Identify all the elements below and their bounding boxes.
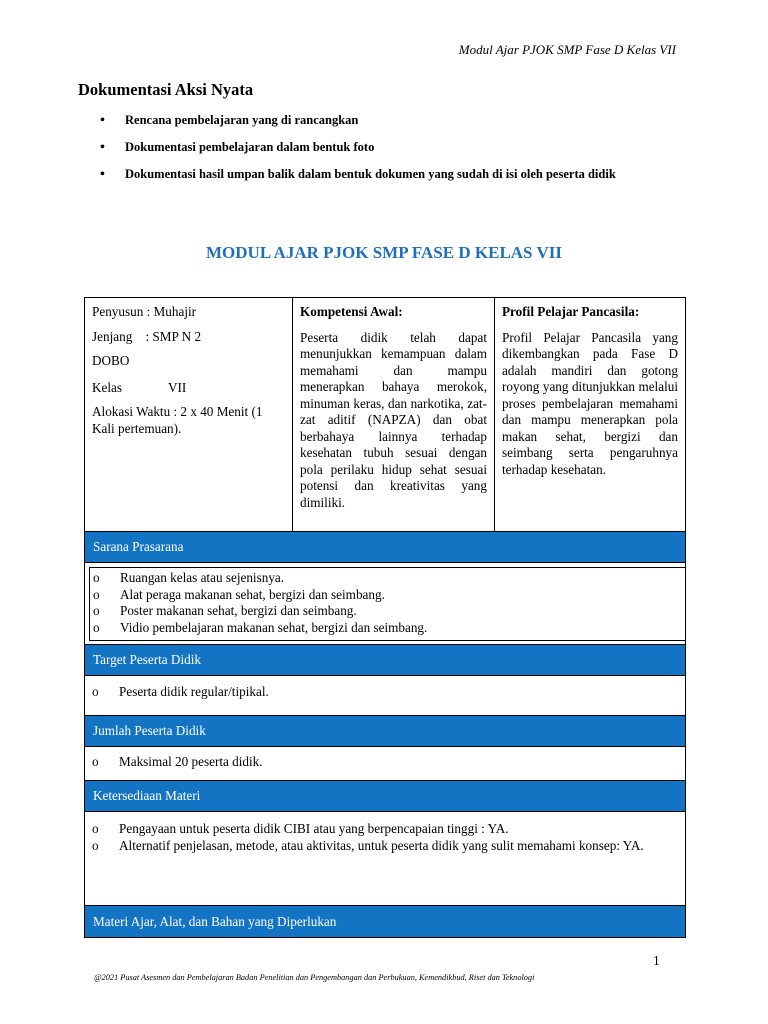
bullet-icon: • bbox=[100, 140, 105, 155]
bullet-icon: • bbox=[100, 113, 105, 128]
profil-heading: Profil Pelajar Pancasila: bbox=[502, 304, 640, 319]
running-header: Modul Ajar PJOK SMP Fase D Kelas VII bbox=[458, 42, 676, 57]
list-item: o Pengayaan untuk peserta didik CIBI atau yang berpencapaian tinggi : YA. bbox=[92, 821, 509, 836]
kelas-row bbox=[92, 380, 285, 397]
section-heading: Dokumentasi Aksi Nyata bbox=[78, 80, 254, 99]
target-content bbox=[85, 676, 685, 716]
identity-cell bbox=[85, 298, 293, 531]
kompetensi-heading: Kompetensi Awal: bbox=[300, 304, 403, 319]
module-title: MODUL AJAR PJOK SMP FASE D KELAS VII bbox=[206, 243, 562, 262]
bullet-icon: • bbox=[100, 167, 105, 182]
jumlah-band: Jumlah Peserta Didik bbox=[85, 716, 685, 747]
list-item: • Dokumentasi pembelajaran dalam bentuk foto bbox=[100, 140, 375, 155]
jumlah-content bbox=[85, 747, 685, 781]
sarana-band: Sarana Prasarana bbox=[85, 532, 685, 563]
materi-band: Materi Ajar, Alat, dan Bahan yang Diperlukan bbox=[85, 906, 685, 937]
documentation-list bbox=[100, 113, 616, 194]
sarana-inner-box bbox=[89, 567, 685, 641]
school-text: DOBO bbox=[92, 353, 130, 368]
list-item: • Dokumentasi hasil umpan balik dalam bentuk dokumen yang sudah di isi oleh peserta didik bbox=[100, 167, 616, 182]
jenjang-text: Jenjang : SMP N 2 bbox=[92, 328, 202, 344]
list-item: o Maksimal 20 peserta didik. bbox=[92, 754, 263, 769]
page-number: 1 bbox=[653, 953, 660, 968]
alokasi-text: Alokasi Waktu : 2 x 40 Menit (1 Kali pertemuan). bbox=[92, 404, 263, 436]
list-item: • Rencana pembelajaran yang di rancangkan bbox=[100, 113, 359, 128]
list-item: o Vidio pembelajaran makanan sehat, bergizi dan seimbang. bbox=[93, 619, 428, 635]
kelas-value: VII bbox=[168, 379, 187, 395]
list-item: o Poster makanan sehat, bergizi dan seimbang. bbox=[93, 603, 357, 618]
list-item: o Alternatif penjelasan, metode, atau aktivitas, untuk peserta didik yang sulit memahami konsep: YA. bbox=[92, 837, 644, 853]
list-item: o Ruangan kelas atau sejenisnya. bbox=[93, 570, 285, 585]
kompetensi-text: Peserta didik telah dapat menunjukkan kemampuan dalam memahami dan mampu menerapkan bahaya merokok, minuman keras, dan narkotika, zat-zat aditif (NAPZA) dan obat berbahaya lainnya terhadap kesehatan tubuh sesuai dengan pola perilaku hidup sehat sesuai potensi dan kreativitas yang dimiliki. bbox=[300, 329, 487, 510]
table-top-row bbox=[85, 298, 685, 532]
list-item: o Peserta didik regular/tipikal. bbox=[92, 684, 269, 699]
list-item: o Alat peraga makanan sehat, bergizi dan seimbang. bbox=[93, 586, 385, 602]
penyusun-text: Penyusun : Muhajir bbox=[92, 304, 197, 319]
ketersediaan-band: Ketersediaan Materi bbox=[85, 781, 685, 812]
profil-text: Profil Pelajar Pancasila yang dikembangkan pada Fase D adalah mandiri dan gotong royong yang ditunjukkan melalui proses pembelajaran memahami dan mampu menerapkan pola makan sehat, bergizi dan seimbang serta pengaruhnya terhadap kesehatan. bbox=[502, 329, 678, 477]
module-table bbox=[84, 297, 686, 938]
kompetensi-cell bbox=[293, 298, 495, 531]
sarana-content bbox=[85, 563, 685, 645]
ketersediaan-content bbox=[85, 812, 685, 906]
profil-cell bbox=[495, 298, 685, 531]
target-band: Target Peserta Didik bbox=[85, 645, 685, 676]
kelas-label: Kelas bbox=[92, 379, 123, 395]
footer-copyright: @2021 Pusat Asesmen dan Pembelajaran Badan Penelitian dan Pengembangan dan Perbukuan, Kemendikbud, Riset dan Teknologi bbox=[94, 973, 535, 982]
